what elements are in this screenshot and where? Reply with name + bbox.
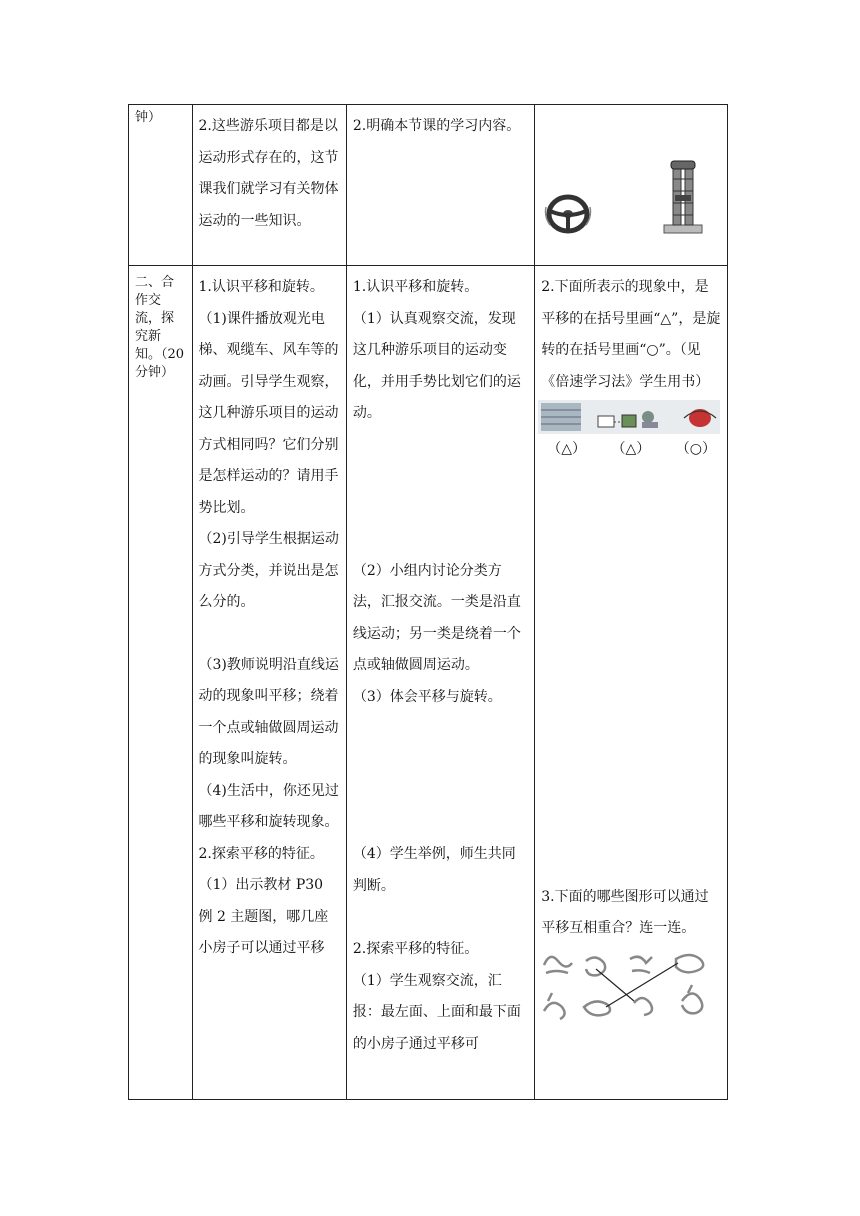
stage-label: 钟） <box>135 110 162 125</box>
motion-scenes-image <box>538 400 720 434</box>
stage-cell <box>129 266 193 1100</box>
answer-1: （△） <box>547 441 587 457</box>
teacher-text: （1)课件播放观光电梯、观缆车、风车等的动画。引导学生观察，这几种游乐项目的运动方式相同吗？它们分别是怎样运动的？请用手势比划。 <box>198 310 339 516</box>
teacher-text: （4)生活中，你还见过哪些平移和旋转现象。 <box>198 782 339 830</box>
stage-label: 二、合作交流，探究新知。（20 分钟） <box>135 275 185 380</box>
answer-row <box>541 434 722 466</box>
stage-cell <box>129 105 193 266</box>
teacher-text: 1.认识平移和旋转。 <box>198 279 324 295</box>
teacher-text: 2.探索平移的特征。 <box>198 845 324 862</box>
table-row <box>129 105 728 266</box>
table-row <box>129 266 728 1100</box>
tower-ride-image <box>662 159 704 235</box>
exercise-cell <box>535 266 728 1100</box>
student-text: （1）认真观察交流，发现这几种游乐项目的运动变化，并用手势比划它们的运动。 <box>352 310 521 421</box>
teacher-text: 2.这些游乐项目都是以运动形式存在的，这节课我们就学习有关物体运动的一些知识。 <box>198 118 339 229</box>
teacher-text: （1）出示教材 P30 例 2 主题图，哪几座小房子可以通过平移 <box>198 877 329 956</box>
lesson-plan-table <box>128 104 728 1100</box>
exercise-2-text: 2.下面所表示的现象中，是平移的在括号里画“△”，是旋转的在括号里画“○”。（见《倍速学习法》学生用书） <box>541 279 721 390</box>
matching-shapes-image <box>538 945 716 1025</box>
teacher-activity-cell <box>192 266 346 1100</box>
student-activity-cell <box>346 266 534 1100</box>
student-text: （3）体会平移与旋转。 <box>352 688 502 705</box>
student-text: （1）学生观察交流，汇报：最左面、上面和最下面的小房子通过平移可 <box>352 972 521 1052</box>
student-text: （2）小组内讨论分类方法，汇报交流。一类是沿直线运动；另一类是绕着一个点或轴做圆周运动。 <box>352 562 521 673</box>
exercise-3-text: 3.下面的哪些图形可以通过平移互相重合？连一连。 <box>541 888 709 936</box>
answer-2: （△） <box>611 441 651 457</box>
student-text: 2.探索平移的特征。 <box>352 941 479 957</box>
steering-wheel-image <box>544 191 592 237</box>
student-text: 2.明确本节课的学习内容。 <box>352 118 521 134</box>
student-text: （4）学生举例，师生共同判断。 <box>352 846 516 894</box>
answer-3: （○） <box>675 441 716 457</box>
teacher-activity-cell <box>192 105 346 266</box>
exercise-cell <box>535 105 728 266</box>
student-activity-cell <box>346 105 534 266</box>
teacher-text: （2)引导学生根据运动方式分类，并说出是怎么分的。 <box>198 531 339 610</box>
teacher-text: （3)教师说明沿直线运动的现象叫平移；绕着一个点或轴做圆周运动的现象叫旋转。 <box>198 656 339 767</box>
student-text: 1.认识平移和旋转。 <box>352 279 479 295</box>
